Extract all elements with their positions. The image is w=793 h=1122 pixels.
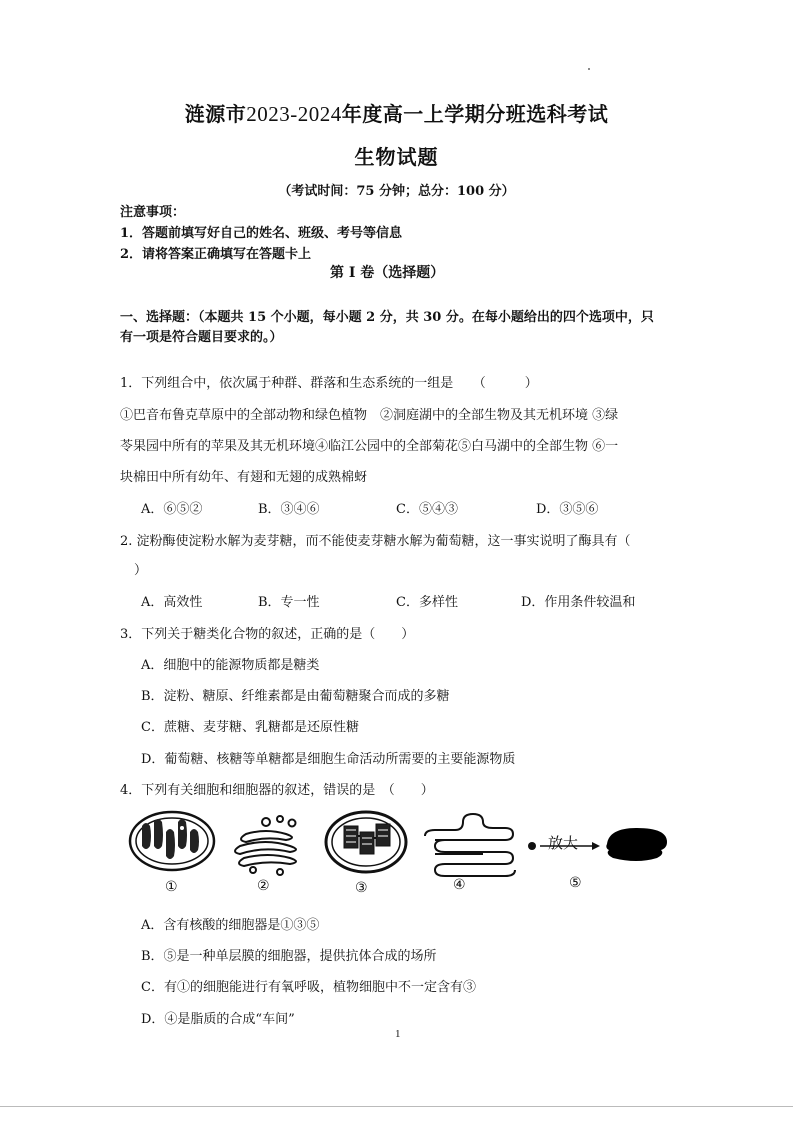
scan-dot [588,68,590,70]
title-year: 2023-2024 [246,102,342,126]
exam-title [0,98,793,127]
section-instructions-line1: 一、选择题：（本题共 15 个小题，每小题 2 分，共 30 分。在每小题给出的四个选项中，只 [120,310,654,325]
chloroplast-icon [326,812,406,872]
q1-option-a: A．⑥⑤② [141,502,203,517]
page-number: 1 [395,1028,401,1040]
section-title: 第 I 卷（选择题） [330,265,445,281]
q4-option-a: A．含有核酸的细胞器是①③⑤ [141,918,320,933]
q2-option-d: D．作用条件较温和 [521,595,636,610]
endoplasmic-reticulum-icon [425,814,515,876]
q1-option-d: D．③⑤⑥ [536,502,599,517]
q4-option-c: C．有①的细胞能进行有氧呼吸，植物细胞中不一定含有③ [141,980,476,995]
q1-option-b: B．③④⑥ [258,502,320,517]
title-suffix: 年度高一上学期分班选科考试 [341,102,609,126]
page-bottom-rule [0,1106,793,1107]
q1-stem: 1．下列组合中，依次属于种群、群落和生态系统的一组是 （ ） [120,376,538,391]
q2-stem-end: ） [134,563,148,578]
q2-stem: 2. 淀粉酶使淀粉水解为麦芽糖，而不能使麦芽糖水解为葡萄糖，这一事实说明了酶具有（ [120,534,631,549]
organelle-figure [120,808,680,903]
q4-option-b: B．⑤是一种单层膜的细胞器，提供抗体合成的场所 [141,949,437,964]
q2-option-a: A．高效性 [141,595,203,610]
q3-option-a: A．细胞中的能源物质都是糖类 [141,658,320,673]
q3-option-b: B．淀粉、糖原、纤维素都是由葡萄糖聚合而成的多糖 [141,689,450,704]
exam-subtitle: 生物试题 [354,145,439,169]
figure-label-1: ① [165,879,178,895]
q1-option-c: C．⑤④③ [396,502,458,517]
notes-item-2: 2．请将答案正确填写在答题卡上 [120,247,312,262]
figure-label-2: ② [257,878,270,894]
notes-heading: 注意事项： [120,205,186,220]
q1-line4: 块棉田中所有幼年、有翅和无翅的成熟棉蚜 [120,470,368,485]
q1-line2: ①巴音布鲁克草原中的全部动物和绿色植物 ②洞庭湖中的全部生物及其无机环境 ③绿 [120,408,619,423]
q4-stem: 4．下列有关细胞和细胞器的叙述，错误的是 （ ） [120,783,434,798]
notes-item-1: 1．答题前填写好自己的姓名、班级、考号等信息 [120,226,403,241]
q3-stem: 3．下列关于糖类化合物的叙述，正确的是（ ） [120,627,415,642]
q2-option-c: C．多样性 [396,595,458,610]
title-prefix: 涟源市 [184,102,247,126]
q4-option-d: D．④是脂质的合成“车间” [141,1012,295,1027]
q3-option-c: C．蔗糖、麦芽糖、乳糖都是还原性糖 [141,720,359,735]
golgi-apparatus-icon [235,816,296,875]
figure-label-3: ③ [355,880,368,896]
q2-option-b: B．专一性 [258,595,320,610]
figure-arrow-text: 放大 [548,834,579,852]
figure-label-5: ⑤ [569,875,582,891]
q3-option-d: D．葡萄糖、核糖等单糖都是细胞生命活动所需要的主要能源物质 [141,752,516,767]
q1-line3: 苓果园中所有的苹果及其无机环境④临江公园中的全部菊花⑤白马湖中的全部生物 ⑥一 [120,439,619,454]
figure-label-4: ④ [453,877,466,893]
exam-info: （考试时间：75 分钟；总分：100 分） [278,184,515,199]
mitochondrion-icon [130,812,214,870]
section-instructions-line2: 有一项是符合题目要求的。） [120,330,283,345]
